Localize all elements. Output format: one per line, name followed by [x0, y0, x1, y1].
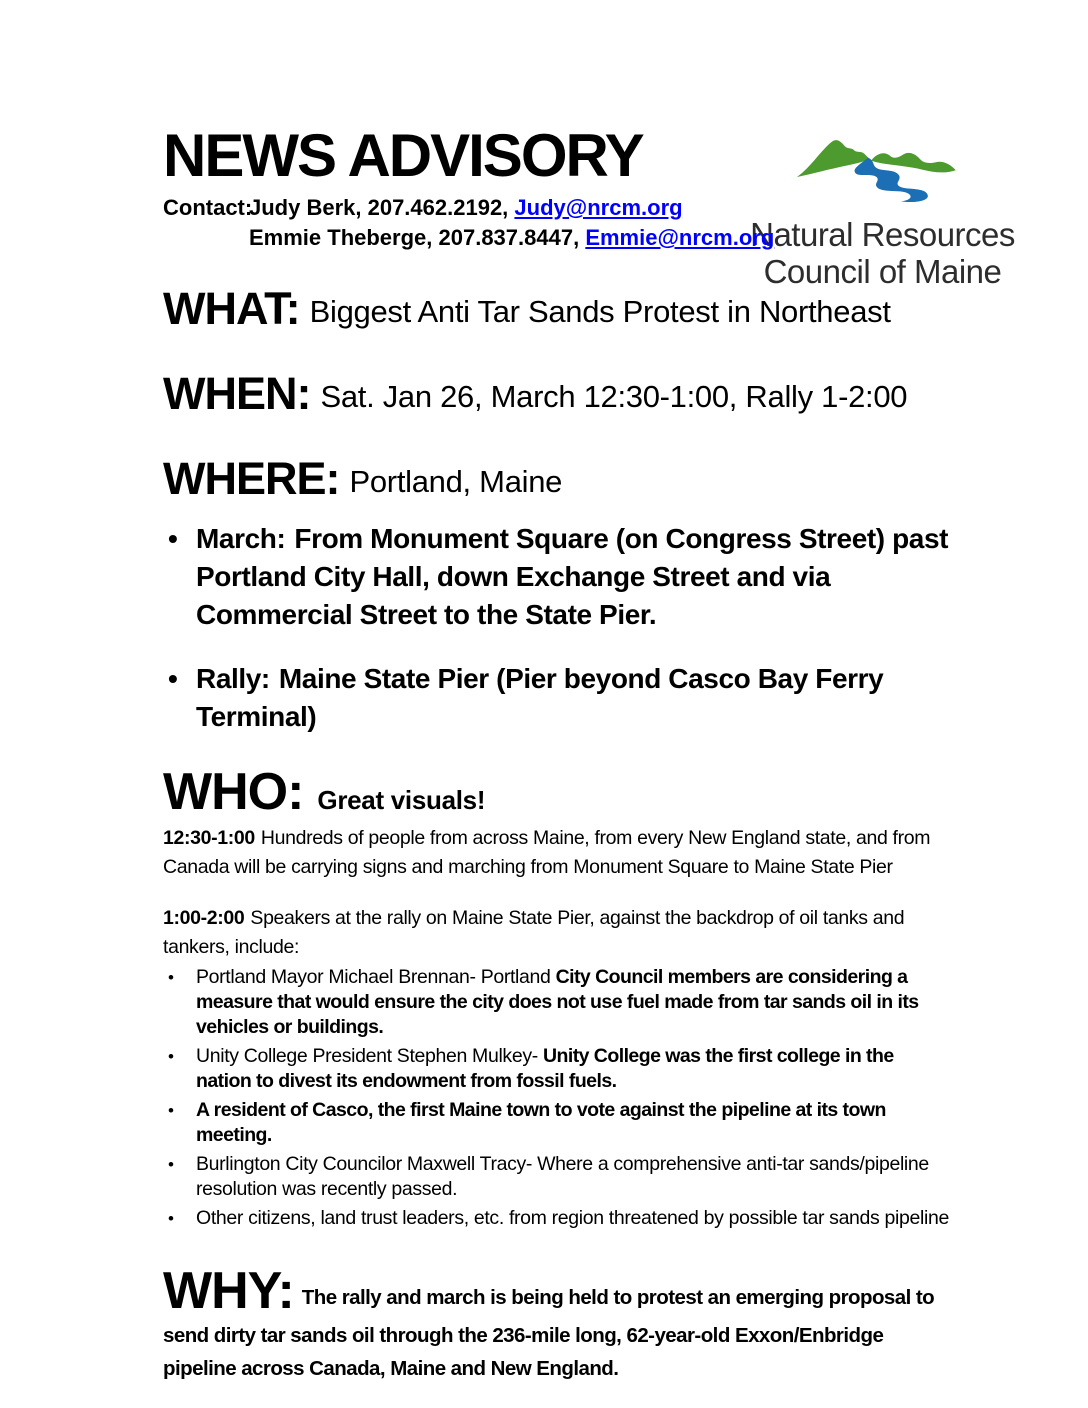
contact-1-name-phone: Judy Berk, 207.462.2192, — [249, 195, 515, 220]
speaker-bullet-list — [163, 965, 953, 1231]
rally-text: Maine State Pier (Pier beyond Casco Bay Ferry Terminal) — [196, 663, 884, 732]
speaker-2-normal: Unity College President Stephen Mulkey- — [196, 1045, 543, 1067]
logo-org-line1: Natural Resources — [750, 216, 1015, 253]
who-para2-time: 1:00-2:00 — [163, 907, 245, 929]
who-para1-time: 12:30-1:00 — [163, 827, 255, 849]
speaker-4-normal: Burlington City Councilor Maxwell Tracy- Where a comprehensive anti-tar sands/pipeline resolution was recently passed. — [196, 1153, 929, 1200]
contact-block — [163, 193, 953, 253]
contact-line-2 — [249, 223, 953, 253]
what-heading: WHAT: — [163, 283, 300, 334]
when-heading: WHEN: — [163, 368, 311, 419]
where-text: Portland, Maine — [349, 464, 563, 499]
contact-2-email-link[interactable]: Emmie@nrcm.org — [585, 225, 775, 250]
why-text: The rally and march is being held to protest an emerging proposal to send dirty tar sands oil through the 236-mile long, 62-year-old Exxon/Enbridge pipeline across Canada, Maine and New England. — [163, 1286, 935, 1380]
speaker-5-normal: Other citizens, land trust leaders, etc. from region threatened by possible tar sands pipeline — [196, 1207, 949, 1229]
where-heading: WHERE: — [163, 453, 340, 504]
page-title: NEWS ADVISORY — [163, 122, 643, 189]
where-bullet-list — [163, 520, 953, 736]
contact-line-1 — [249, 193, 953, 223]
list-item-march — [163, 520, 953, 634]
speaker-3-bold: A resident of Casco, the first Maine town to vote against the pipeline at its town meeting. — [196, 1099, 886, 1146]
speaker-1-bold: City Council members are considering a measure that would ensure the city does not use fuel made from tar sands oil in its vehicles or buildings. — [196, 966, 919, 1038]
logo-org-line2: Council of Maine — [763, 253, 1002, 290]
contact-1-email-link[interactable]: Judy@nrcm.org — [514, 195, 683, 220]
contact-2-name-phone: Emmie Theberge, 207.837.8447, — [249, 225, 586, 250]
section-where — [163, 453, 953, 508]
list-item-speaker-casco-resident — [163, 1098, 953, 1148]
contact-label: Contact: — [163, 195, 253, 220]
why-heading: WHY: — [163, 1262, 294, 1320]
section-who — [163, 764, 953, 820]
rally-lead: Rally: — [196, 663, 270, 694]
list-item-speaker-mulkey — [163, 1044, 953, 1094]
section-what — [163, 283, 953, 338]
list-item-speaker-tracy — [163, 1152, 953, 1202]
who-paragraph-march-time — [163, 824, 953, 882]
who-paragraph-rally-time — [163, 904, 953, 962]
section-why — [163, 1263, 953, 1385]
who-subheading: Great visuals! — [317, 785, 486, 815]
march-text: From Monument Square (on Congress Street) past Portland City Hall, down Exchange Street and via Commercial Street to the State Pier. — [196, 523, 949, 630]
when-text: Sat. Jan 26, March 12:30-1:00, Rally 1-2:00 — [320, 379, 908, 414]
speaker-1-normal: Portland Mayor Michael Brennan- Portland — [196, 966, 556, 988]
speaker-2-bold: Unity College was the first college in the nation to divest its endowment from fossil fuels. — [196, 1045, 894, 1092]
who-para1-text: Hundreds of people from across Maine, from every New England state, and from Canada will be carrying signs and marching from Monument Square to Maine State Pier — [163, 827, 931, 878]
what-text: Biggest Anti Tar Sands Protest in Northeast — [309, 294, 891, 329]
who-para2-text: Speakers at the rally on Maine State Pier, against the backdrop of oil tanks and tankers, include: — [163, 907, 905, 958]
march-lead: March: — [196, 523, 286, 554]
list-item-speaker-other-citizens — [163, 1206, 953, 1231]
list-item-rally — [163, 660, 953, 736]
list-item-speaker-brennan — [163, 965, 953, 1040]
section-when — [163, 368, 953, 423]
who-heading: WHO: — [163, 763, 304, 821]
